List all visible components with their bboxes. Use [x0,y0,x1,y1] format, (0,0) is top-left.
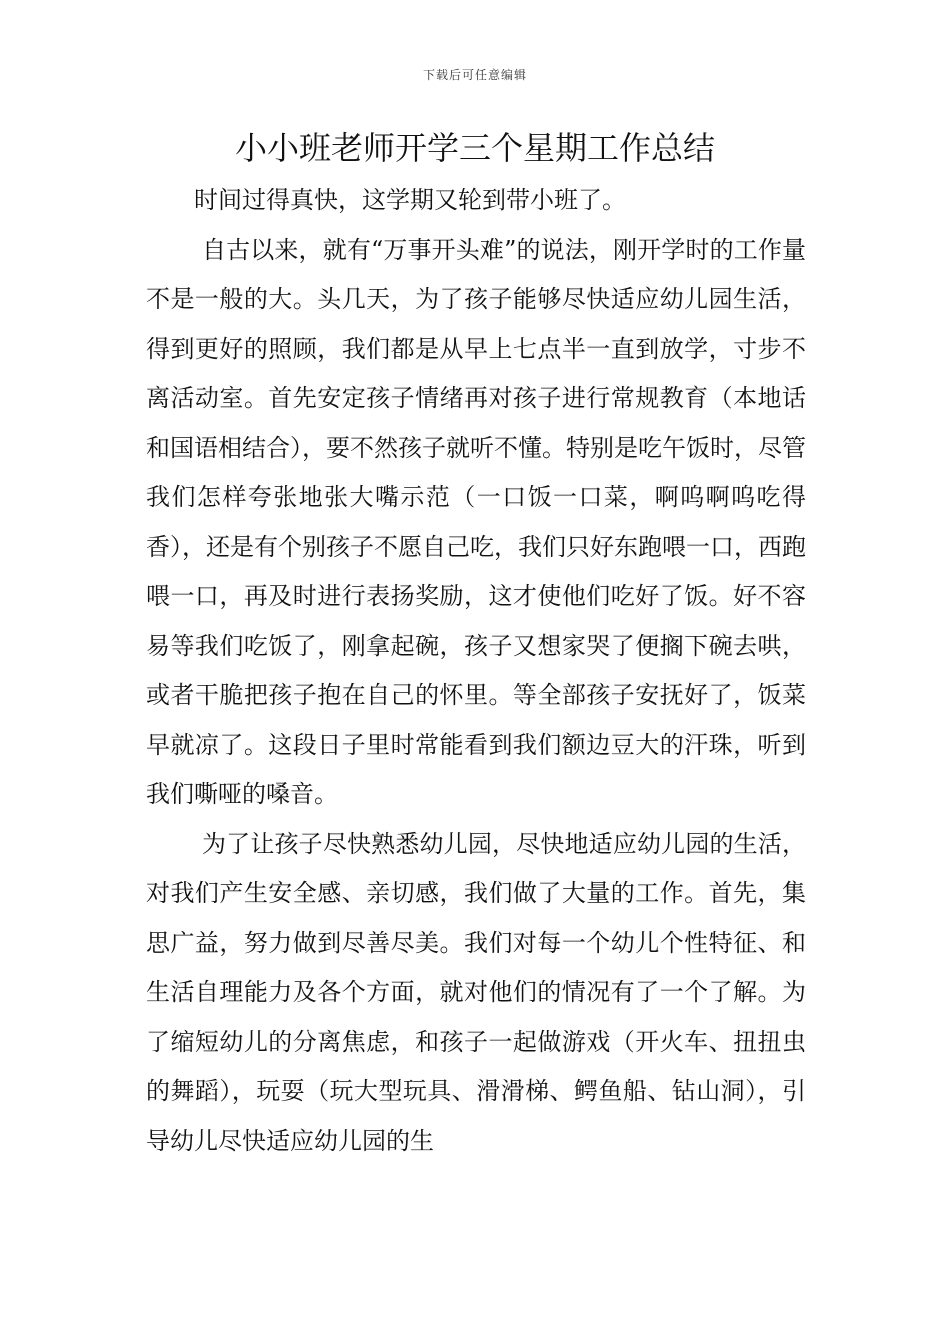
paragraph-1: 时间过得真快，这学期又轮到带小班了。 [194,186,626,214]
document-title: 小小班老师开学三个星期工作总结 [234,129,715,167]
header-note: 下载后可任意编辑 [422,68,527,82]
document-body [146,176,806,1166]
paragraph-3: 为了让孩子尽快熟悉幼儿园，尽快地适应幼儿园的生活，对我们产生安全感、亲切感，我们做了大量的工作。首先，集思广益，努力做到尽善尽美。我们对每一个幼儿个性特征、和生活自理能力及各个方面，就对他们的情况有了一个了解。为了缩短幼儿的分离焦虑，和孩子一起做游戏（开火车、扭扭虫的舞蹈），玩耍（玩大型玩具、滑滑梯、鳄鱼船、钻山洞），引导幼儿尽快适应幼儿园的生 [146,829,806,1155]
paragraph-2: 自古以来，就有“万事开头难”的说法，刚开学时的工作量不是一般的大。头几天，为了孩子能够尽快适应幼儿园生活，得到更好的照顾，我们都是从早上七点半一直到放学，寸步不离活动室。首先安定孩子情绪再对孩子进行常规教育（本地话和国语相结合），要不然孩子就听不懂。特别是吃午饭时，尽管我们怎样夸张地张大嘴示范（一口饭一口菜，啊呜啊呜吃得香），还是有个别孩子不愿自己吃，我们只好东跑喂一口，西跑喂一口，再及时进行表扬奖励，这才使他们吃好了饭。好不容易等我们吃饭了，刚拿起碗，孩子又想家哭了便搁下碗去哄，或者干脆把孩子抱在自己的怀里。等全部孩子安抚好了，饭菜早就凉了。这段日子里时常能看到我们额边豆大的汗珠，听到我们嘶哑的嗓音。 [146,235,806,808]
